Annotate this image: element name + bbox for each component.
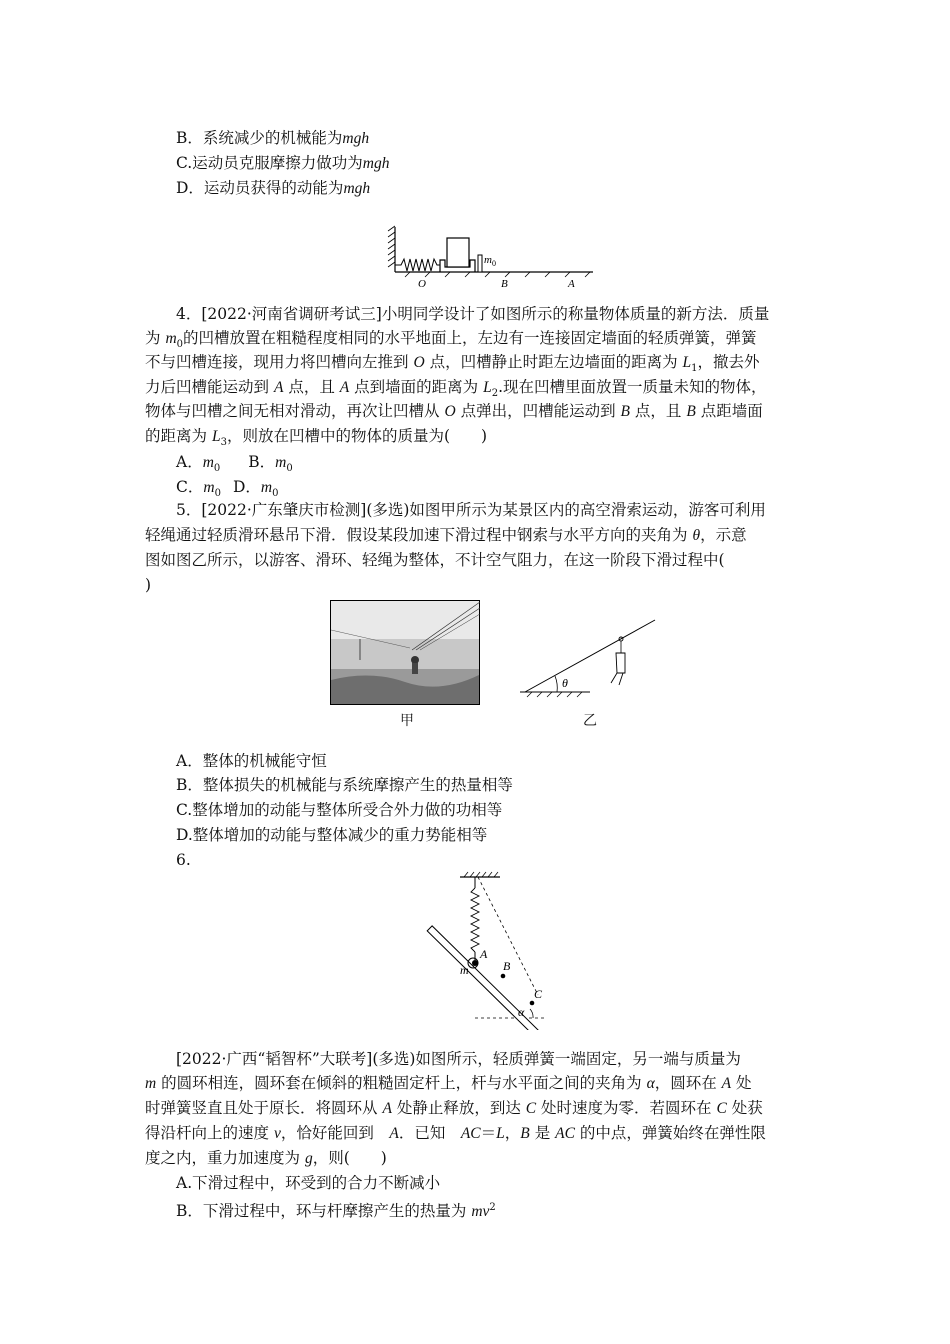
theta-label: θ <box>562 676 568 690</box>
fig1-label-b: B <box>501 278 508 290</box>
q4-line-3: 不与凹槽连接，现用力将凹槽向左推到 O 点，凹槽静止时距左边墙面的距离为 $L_1$，撤去外 <box>145 353 760 375</box>
q4-options-ab: A．$m_0$ B．$m_0$ <box>176 453 293 475</box>
q4-line-5: 物体与凹槽之间无相对滑动，再次让凹槽从 O 点弹出，凹槽能运动到 B 点，且 B 点距墙面 <box>145 402 763 420</box>
spring-groove-figure <box>385 225 600 290</box>
zipline-photo <box>330 600 480 705</box>
q4-line-4: 力后凹槽能运动到 A 点，且 A 点到墙面的距离为 $L_2$.现在凹槽里面放置一质量未知的物体， <box>145 378 767 400</box>
q6-line-1: [2022·广西“韬智杯”大联考](多选)如图所示，轻质弹簧一端固定，另一端与质量为 <box>176 1050 741 1068</box>
q6-option-b: B．下滑过程中，环与杆摩擦产生的热量为 $mv^2$ <box>176 1202 496 1221</box>
ring-rod-figure <box>420 870 565 1030</box>
fig6-label-a: A <box>480 947 488 961</box>
q5-option-c: C.整体增加的动能与整体所受合外力做的功相等 <box>176 801 503 819</box>
q5-line-3: 图如图乙所示，以游客、滑环、轻绳为整体，不计空气阻力，在这一阶段下滑过程中( <box>145 551 725 569</box>
caption-jia: 甲 <box>400 713 414 729</box>
caption-yi: 乙 <box>583 713 597 729</box>
q6-line-3: 时弹簧竖直且处于原长．将圆环从 A 处静止释放，到达 C 处时速度为零．若圆环在 C 处获 <box>145 1099 763 1117</box>
q4-line-2: 为 $m_0$的凹槽放置在粗糙程度相同的水平地面上，左边有一连接固定墙面的轻质弹簧，弹簧 <box>145 329 757 351</box>
q6-line-4: 得沿杆向上的速度 v，恰好能回到 A．已知 AC＝L，B 是 AC 的中点，弹簧始终在弹性限 <box>145 1124 766 1142</box>
q5-line-2: 轻绳通过轻质滑环悬吊下滑．假设某段加速下滑过程中钢索与水平方向的夹角为 θ，示意 <box>145 526 747 544</box>
q6-line-2: m 的圆环相连，圆环套在倾斜的粗糙固定杆上，杆与水平面之间的夹角为 α，圆环在 A 处 <box>145 1074 752 1092</box>
fig6-label-c: C <box>534 987 543 1001</box>
q3-option-d: D．运动员获得的动能为mgh <box>176 179 371 197</box>
fig1-label-m0: $m_0$ <box>484 254 496 268</box>
q3-option-c: C.运动员克服摩擦力做功为mgh <box>176 154 390 172</box>
q4-line-6: 的距离为 $L_3$，则放在凹槽中的物体的质量为( ) <box>145 427 488 449</box>
q5-option-b: B．整体损失的机械能与系统摩擦产生的热量相等 <box>176 776 513 794</box>
q4-line-1: 4．[2022·河南省调研考试三]小明同学设计了如图所示的称量物体质量的新方法．质量 <box>176 305 770 323</box>
q6-option-a: A.下滑过程中，环受到的合力不断减小 <box>176 1174 441 1192</box>
q6-line-5: 度之内，重力加速度为 g，则( ) <box>145 1149 387 1167</box>
q5-line-4: ) <box>145 576 152 594</box>
q6-number: 6. <box>176 851 191 869</box>
incline-diagram <box>515 615 660 700</box>
q4-options-cd: C．$m_0$ D．$m_0$ <box>176 478 279 500</box>
q5-option-a: A．整体的机械能守恒 <box>176 752 327 770</box>
fig6-label-m: m <box>460 963 469 977</box>
fig1-label-a: A <box>568 278 575 290</box>
q3-option-b: B．系统减少的机械能为mgh <box>176 129 370 147</box>
fig1-label-o: O <box>418 278 426 290</box>
fig6-label-b: B <box>503 959 511 973</box>
q5-option-d: D.整体增加的动能与整体减少的重力势能相等 <box>176 826 488 844</box>
q5-line-1: 5．[2022·广东肇庆市检测](多选)如图甲所示为某景区内的高空滑索运动，游客可利用 <box>176 501 766 519</box>
fig6-label-alpha: α <box>518 1005 525 1019</box>
